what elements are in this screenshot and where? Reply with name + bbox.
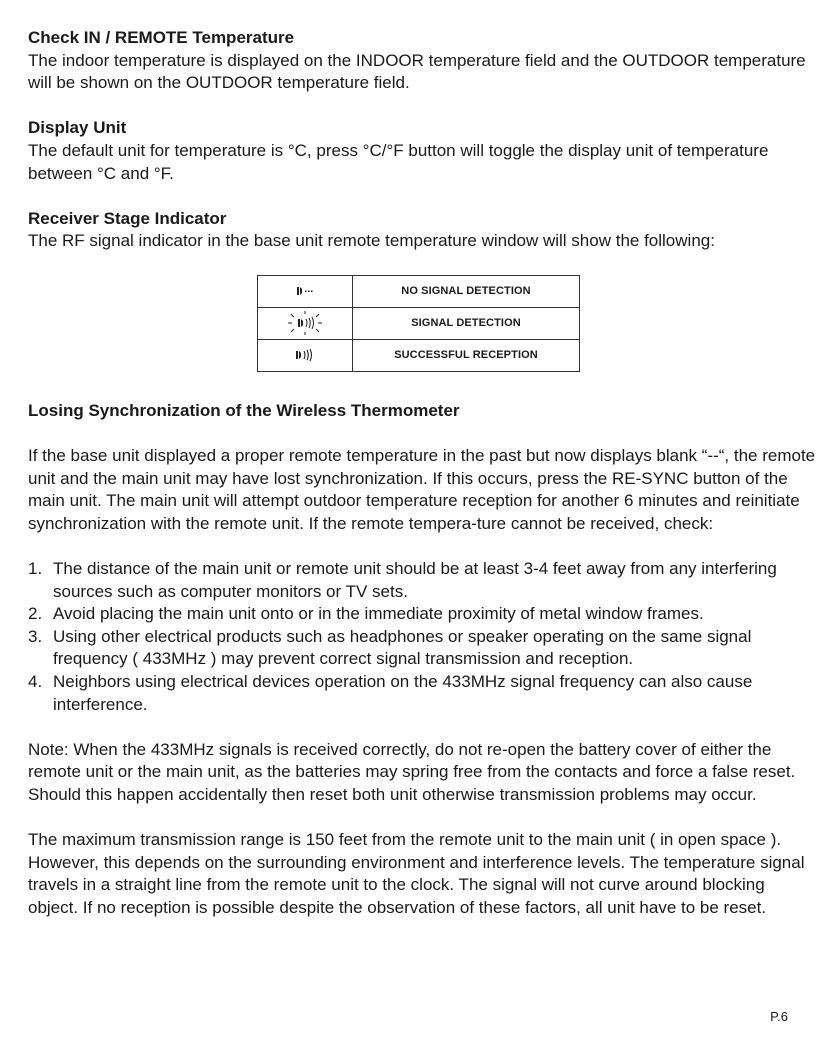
list-item: 1. The distance of the main unit or remote unit should be at least 3-4 feet away from any interfering sources such as computer monitors or TV sets. (28, 559, 777, 601)
section-heading-check-temperature: Check IN / REMOTE Temperature (28, 28, 295, 47)
section-heading-losing-sync: Losing Synchronization of the Wireless Thermometer (28, 400, 460, 420)
rf-label: SUCCESSFUL RECEPTION (353, 339, 580, 371)
table-row (258, 275, 580, 307)
checklist (28, 558, 818, 716)
range-paragraph: The maximum transmission range is 150 feet from the remote unit to the main unit ( in open space ). However, this depends on the surrounding environment and interference levels. The temperature signal travels in a straight line from the remote unit to the clock. The signal will not curve around blocking object. If no reception is possible despite the observation of these factors, all unit have to be reset. (28, 830, 805, 917)
rf-label: SIGNAL DETECTION (353, 307, 580, 339)
section-body-receiver-stage: The RF signal indicator in the base unit remote temperature window will show the following: (28, 231, 715, 251)
signal-received-icon (294, 347, 316, 363)
table-row (258, 339, 580, 371)
list-item: 3. Using other electrical products such as headphones or speaker operating on the same signal frequency ( 433MHz ) may prevent correct signal transmission and reception. (28, 626, 752, 669)
manual-page (28, 27, 818, 920)
list-item: 4. Neighbors using electrical devices operation on the 433MHz signal frequency can also cause interference. (28, 672, 753, 714)
rf-indicator-table (257, 275, 580, 372)
list-item: 2. Avoid placing the main unit onto or in the immediate proximity of metal window frames. (28, 604, 704, 624)
rf-label: NO SIGNAL DETECTION (353, 275, 580, 307)
section-heading-display-unit: Display Unit (28, 118, 127, 138)
section-body-display-unit: The default unit for temperature is °C, press °C/°F button will toggle the display unit of temperature between °C and °F. (28, 140, 769, 183)
table-row (258, 307, 580, 339)
section-body-losing-sync: If the base unit displayed a proper remote temperature in the past but now displays blank “--“, the remote unit and the main unit may have lost synchronization. If this occurs, press the RE-SYNC button of the main unit. The main unit will attempt outdoor temperature reception for another 6 minutes and reinitiate synchronization with the remote unit. If the remote tempera-ture cannot be received, check: (28, 446, 816, 533)
section-heading-receiver-stage: Receiver Stage Indicator (28, 208, 227, 228)
note-paragraph: Note: When the 433MHz signals is received correctly, do not re-open the battery cover of either the remote unit or the main unit, as the batteries may spring free from the contacts and force a false reset. Should this happen accidentally then reset both unit otherwise transmission problems may occur. (28, 739, 796, 805)
page-number: P.6 (770, 1009, 788, 1024)
no-signal-icon (295, 284, 315, 298)
signal-detecting-icon (285, 310, 325, 336)
section-body-check-temperature: The indoor temperature is displayed on the INDOOR temperature field and the OUTDOOR temperature will be shown on the OUTDOOR temperature field. (28, 50, 806, 93)
